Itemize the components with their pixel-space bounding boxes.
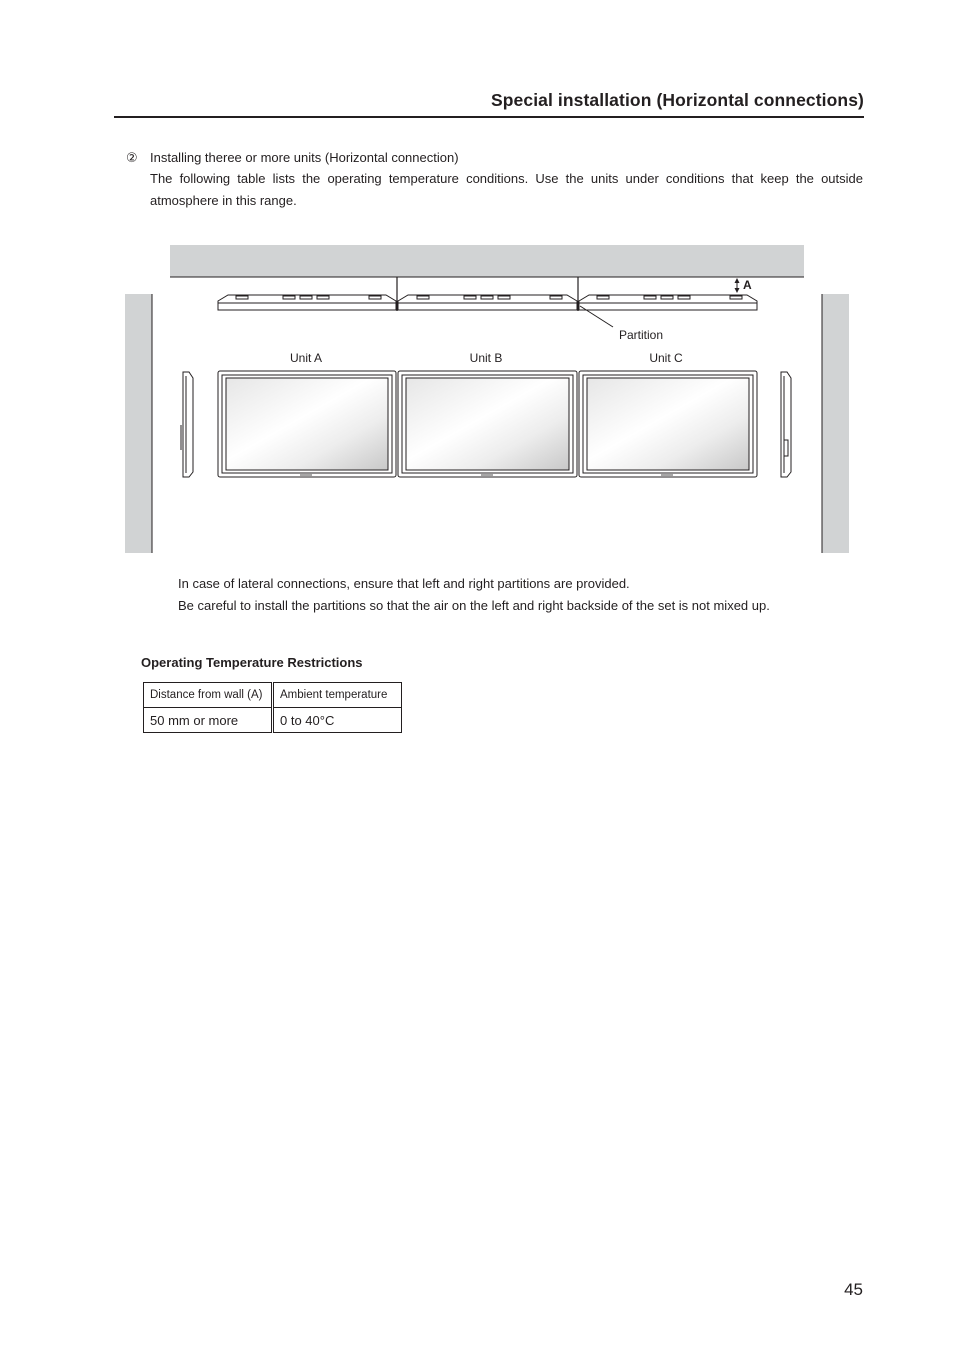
note-line-1: In case of lateral connections, ensure that left and right partitions are provided.: [178, 576, 630, 591]
header-distance: Distance from wall (A): [144, 683, 273, 708]
unit-b-label: Unit B: [469, 351, 503, 365]
table-header-row: [144, 683, 402, 708]
section-title: Installing theree or more units (Horizontal connection): [150, 150, 459, 165]
right-side-view: [781, 372, 791, 477]
header-temperature: Ambient temperature: [273, 683, 402, 708]
top-view-units: [218, 295, 757, 310]
left-side-view: [181, 372, 193, 477]
table-title: Operating Temperature Restrictions: [141, 655, 363, 670]
wall: [170, 245, 804, 277]
table-row: [144, 708, 402, 733]
front-view-units: [218, 371, 757, 477]
section-body: The following table lists the operating temperature conditions. Use the units under conditions that keep the outside atmosphere in this range.: [150, 171, 863, 208]
unit-c-label: Unit C: [649, 351, 683, 365]
installation-diagram: [0, 0, 954, 560]
unit-a-label: Unit A: [289, 351, 323, 365]
left-partition: [125, 294, 152, 553]
right-partition: [822, 294, 849, 553]
distance-a-arrow: [735, 278, 740, 293]
temperature-table: [143, 682, 402, 733]
cell-temperature: 0 to 40°C: [273, 708, 402, 733]
page-number: 45: [844, 1280, 863, 1299]
cell-distance: 50 mm or more: [144, 708, 273, 733]
note-line-2: Be careful to install the partitions so that the air on the left and right backside of the set is not mixed up.: [178, 597, 770, 613]
partition-label: Partition: [619, 328, 664, 342]
section-number: ②: [126, 150, 138, 165]
page-title: Special installation (Horizontal connections): [490, 90, 864, 110]
partition-note: [178, 573, 818, 616]
label-a: A: [743, 278, 752, 292]
